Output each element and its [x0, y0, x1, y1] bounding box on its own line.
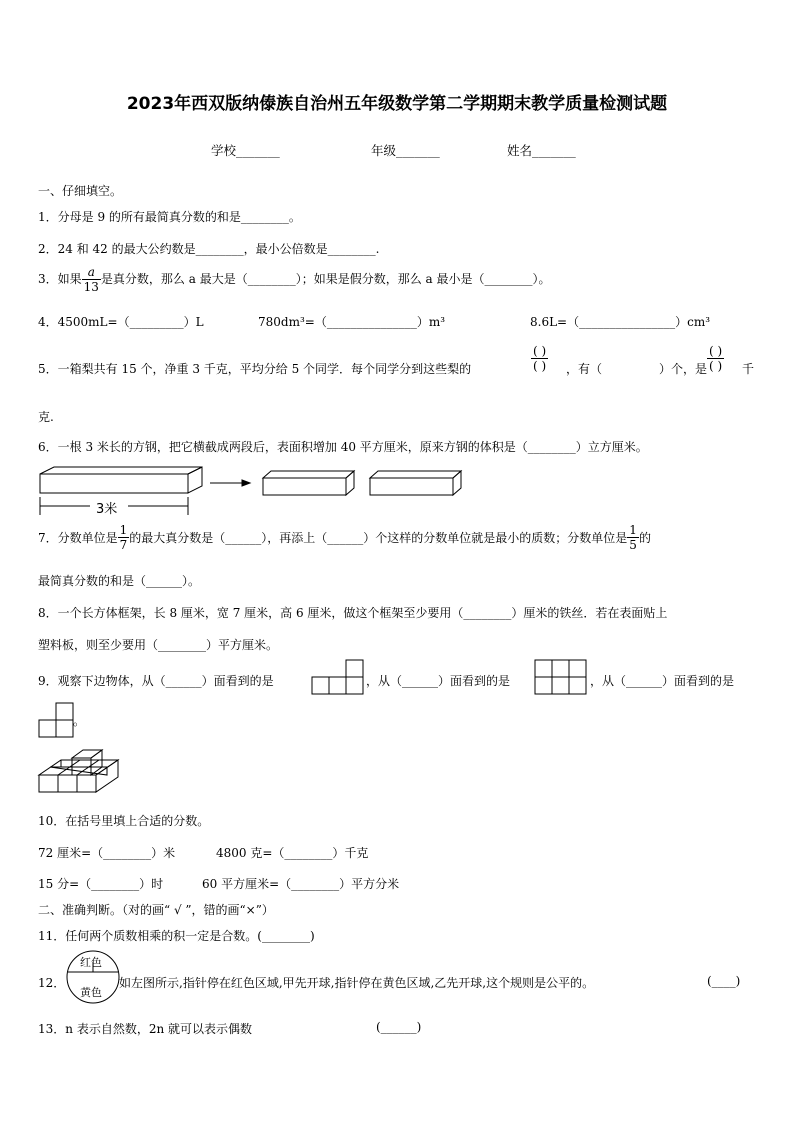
fraction-denominator: 7 [119, 538, 128, 552]
question-7-continued: 最简真分数的和是（______）。 [38, 574, 201, 588]
question-2: 2．24 和 42 的最大公约数是________，最小公倍数是________. [38, 242, 380, 256]
fraction-numerator: 1 [629, 523, 637, 537]
fraction-blank-bottom: ( ) [709, 359, 723, 373]
question-12-answer-blank: (____) [707, 974, 741, 988]
fraction-blank-top: ( ) [533, 344, 547, 358]
question-7-part2: 的最大真分数是（______），再添上（______）个这样的分数单位就是最小的质数；分数单位是 [129, 531, 628, 545]
question-7-part1: 7．分数单位是 [38, 531, 118, 545]
question-12-text: 如左图所示,指针停在红色区域,甲先开球,指针停在黄色区域,乙先开球,这个规则是公平的。 [119, 976, 595, 990]
question-9-part-c: ，从（______）面看到的是 [590, 674, 735, 688]
question-4b: 780dm³=（_______________）m³ [258, 315, 446, 329]
question-10-line2a: 15 分=（________）时 [38, 877, 164, 891]
name-field: 姓名_______ [507, 143, 576, 158]
question-3-post: 是真分数，那么 a 最大是（________）；如果是假分数，那么 a 最小是（________）。 [100, 272, 551, 286]
question-7-part3: 的 [638, 531, 651, 545]
question-5-text1: 5．一箱梨共有 15 个，净重 3 千克，平均分给 5 个同学．每个同学分到这些梨的 [38, 362, 472, 376]
question-4a: 4．4500mL=（_________）L [38, 315, 204, 329]
question-10-line1b: 4800 克=（________）千克 [216, 846, 369, 860]
fraction-blank-bottom: ( ) [533, 359, 547, 373]
question-13: 13．n 表示自然数，2n 就可以表示偶数 [38, 1022, 252, 1036]
fraction-numerator: a [82, 266, 101, 280]
question-6: 6．一根 3 米长的方钢，把它横截成两段后，表面积增加 40 平方厘米，原来方钢的体积是（________）立方厘米。 [38, 440, 648, 454]
spinner-yellow-label: 黄色 [80, 986, 102, 999]
question-1: 1．分母是 9 的所有最简真分数的和是________。 [38, 210, 301, 224]
question-5-continued: 克. [38, 410, 54, 424]
question-9-end: 。 [73, 714, 86, 728]
section-1-heading: 一、仔细填空。 [38, 184, 123, 198]
spinner-red-label: 红色 [80, 956, 102, 969]
question-4c: 8.6L=（________________）cm³ [530, 315, 711, 329]
grade-field: 年级_______ [371, 143, 440, 158]
school-field: 学校_______ [211, 143, 280, 158]
question-8-line2: 塑料板，则至少要用（________）平方厘米。 [38, 638, 279, 652]
question-13-answer-blank: (______) [376, 1020, 422, 1034]
question-10-line1a: 72 厘米=（________）米 [38, 846, 176, 860]
question-11: 11．任何两个质数相乘的积一定是合数。(________) [38, 929, 315, 943]
fraction-denominator: 5 [629, 538, 637, 552]
question-12-number: 12． [38, 976, 66, 990]
question-5-text3: ）个，是 [659, 362, 708, 376]
length-label: 3米 [96, 502, 118, 517]
fraction-denominator: 13 [83, 280, 99, 294]
question-3-pre: 3．如果 [38, 272, 82, 286]
question-10-line2b: 60 平方厘米=（________）平方分米 [202, 877, 400, 891]
question-9-part-a: 9．观察下边物体，从（______）面看到的是 [38, 674, 274, 688]
question-8-line1: 8．一个长方体框架，长 8 厘米，宽 7 厘米，高 6 厘米，做这个框架至少要用（________）厘米的铁丝．若在表面贴上 [38, 606, 668, 620]
fraction-numerator: 1 [119, 523, 128, 537]
question-10-title: 10．在括号里填上合适的分数。 [38, 814, 210, 828]
section-2-heading: 二、准确判断。（对的画“ √ ”，错的画“×”） [38, 903, 274, 917]
page-title: 2023年西双版纳傣族自治州五年级数学第二学期期末教学质量检测试题 [126, 94, 668, 114]
question-9-part-b: ，从（______）面看到的是 [366, 674, 511, 688]
fraction-blank-top: ( ) [709, 344, 723, 358]
question-5-text2: ，有（ [566, 362, 603, 376]
question-5-text4: 千 [742, 362, 755, 376]
